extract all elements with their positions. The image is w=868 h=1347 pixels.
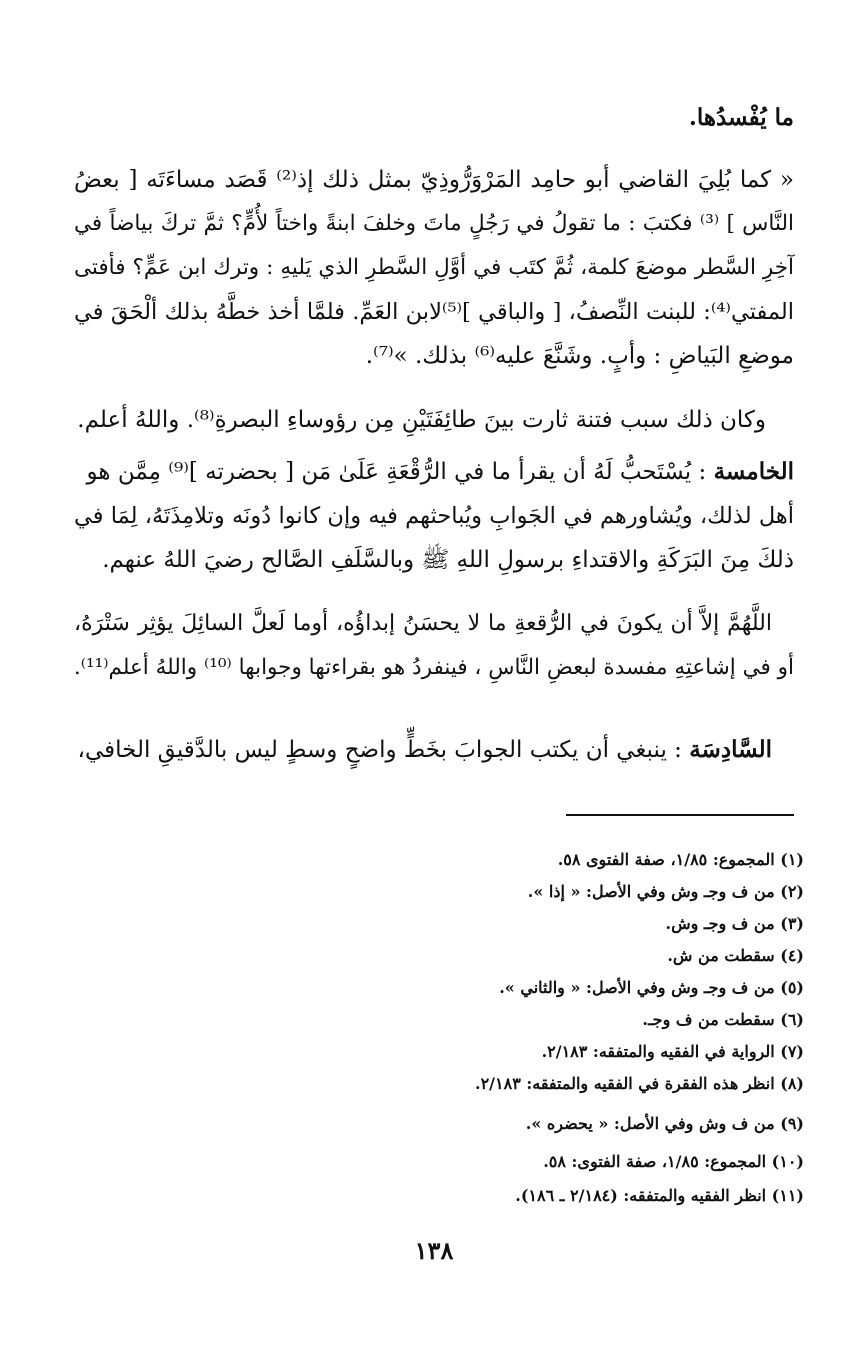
- footnote-4: (٤) سقطت من ش.: [667, 946, 804, 965]
- paragraph-2: وكان ذلك سبب فتنة ثارت بينَ طائِفَتَيْنِ مِن رؤوساءِ البصرةِ⁽⁸⁾. واللهُ أعلم.: [77, 407, 766, 433]
- footnote-2: (٢) من ف وجـ وش وفي الأصل: « إذا ».: [527, 882, 804, 901]
- footnote-8: (٨) انظر هذه الفقرة في الفقيه والمتفقه: ٢/١٨٣.: [474, 1074, 804, 1093]
- paragraph-3-line-3: ذلكَ مِنَ البَرَكَةِ والاقتداءِ برسولِ اللهِ ﷺ وبالسَّلَفِ الصَّالح رضيَ اللهُ عنهم.: [102, 547, 794, 573]
- footnote-10: (١٠) المجموع: ١/٨٥، صفة الفتوى: ٥٨.: [543, 1152, 804, 1171]
- paragraph-4-line-1: اللَّهُمَّ إلاَّ أن يكونَ في الرُّقعةِ ما لا يحسَنُ إبداؤُه، أوما لَعلَّ السائِلَ يؤثِر سَتْرَهُ،: [74, 611, 772, 636]
- footnote-3: (٣) من ف وجـ وش.: [665, 914, 804, 933]
- footnote-9: (٩) من ف وش وفي الأصل: « يحضره ».: [525, 1114, 804, 1133]
- opening-line: ما يُفْسدُها.: [688, 104, 794, 131]
- paragraph-5-line-1-text: : ينبغي أن يكتب الجوابَ بخَطٍّ واضحٍ وسطٍ ليس بالدَّقيقِ الخافي،: [77, 737, 682, 763]
- paragraph-3-line-1: [74, 456, 794, 488]
- paragraph-1-line-3: آخِرِ السَّطر موضعَ كلمة، ثُمَّ كتَب في أوَّلِ السَّطرِ الذي يَليهِ : وترك ابن عَمٍّ؟ فأفتى: [74, 255, 794, 280]
- section-heading-fifth: الخامسة: [713, 458, 794, 485]
- paragraph-1-line-4: المفتي⁽⁴⁾: للبنت النِّصفُ، [ والباقي ]⁽⁵⁾لابن العَمِّ. فلمَّا أخذ خطَّهُ بذلك ألْحَقَ في: [74, 299, 794, 325]
- paragraph-5-line-1: [74, 734, 772, 766]
- footnote-1: (١) المجموع: ١/٨٥، صفة الفتوى ٥٨.: [557, 850, 804, 869]
- paragraph-3-line-2: أهل لذلك، ويُشاورهم في الجَوابِ ويُباحثهم فيه وإن كانوا دُونَه وتلامِذَتَهُ، لِمَا في: [74, 503, 794, 529]
- page-number: ١٣٨: [414, 1236, 454, 1265]
- paragraph-4-line-2: أو في إشاعتِهِ مفسدة لبعضِ النَّاسِ ، فينفردُ هو بقراءتها وجوابها ⁽¹⁰⁾ واللهُ أعلم⁽¹¹⁾.: [73, 655, 794, 680]
- paragraph-1-line-5: موضعِ البَياضِ : وأبٍ. وشَنَّعَ عليه⁽⁶⁾ بذلك. »⁽⁷⁾.: [365, 343, 794, 369]
- section-heading-sixth: السَّادِسَة: [689, 736, 772, 763]
- footnote-6: (٦) سقطت من ف وجـ.: [642, 1010, 804, 1029]
- paragraph-3-line-1-text: : يُسْتَحبُّ لَهُ أن يقرأ ما في الرُّقْعَةِ عَلَىٰ مَن [ بحضرته ]⁽⁹⁾ مِمَّن هو: [86, 459, 707, 485]
- footnote-11: (١١) انظر الفقيه والمتفقه: (٢/١٨٤ ـ ١٨٦).: [515, 1186, 804, 1205]
- footnote-7: (٧) الرواية في الفقيه والمتفقه: ٢/١٨٣.: [541, 1042, 804, 1061]
- footnote-5: (٥) من ف وجـ وش وفي الأصل: « والثاني ».: [499, 978, 804, 997]
- footnote-separator: [566, 814, 794, 816]
- paragraph-1-line-1: « كما بُلِيَ القاضي أبو حامِد المَرْوَرُّوذِيّ بمثل ذلك إذ⁽²⁾ قَصَد مساءَتَه [ بعضُ: [74, 167, 794, 193]
- paragraph-1-line-2: النَّاس ] ⁽³⁾ فكتبَ : ما تقولُ في رَجُلٍ ماتَ وخلفَ ابنةً واختاً لأُمٍّ؟ ثمَّ تركَ بياضاً في: [74, 211, 794, 236]
